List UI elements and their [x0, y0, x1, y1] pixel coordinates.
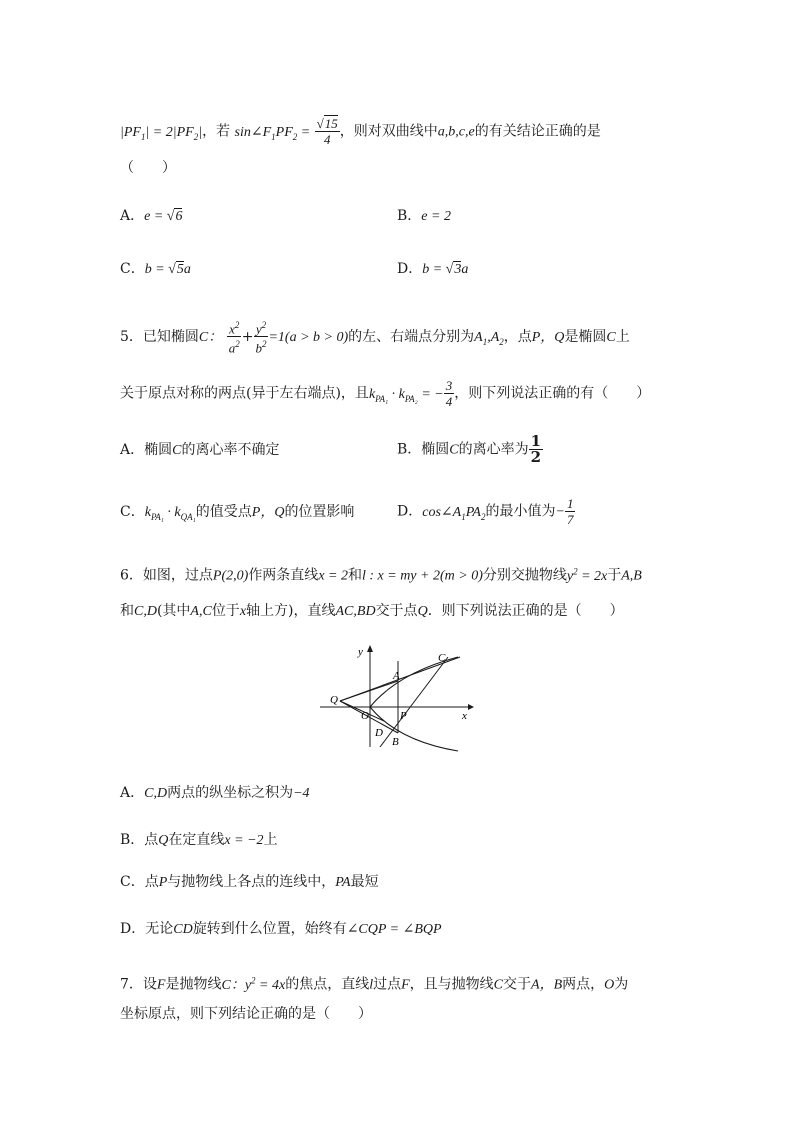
- q4-option-b: B．e = 2: [397, 208, 451, 224]
- parabola-figure: [318, 643, 478, 755]
- q5-stem-line1: 5．已知椭圆C： $\frac{x^2}{a^2}$ + $\frac{y^2}{b^2}$ =1(a > b > 0)的左、右端点分别为$A_1,A_2$，点P，Q是椭圆C上: [120, 320, 630, 356]
- label-o: O: [361, 710, 369, 722]
- label-x: x: [462, 710, 467, 722]
- line-qa: [340, 681, 398, 701]
- label-c: C: [438, 652, 446, 664]
- label-y: y: [358, 646, 363, 658]
- q4-sin-value: $\frac{√15}{4}$: [316, 116, 338, 147]
- q6-option-a: A．C,D两点的纵坐标之积为−4: [120, 785, 310, 801]
- q4-stem-text: ，则对双曲线中: [339, 123, 438, 140]
- q4-vars: a,b,c,e: [437, 124, 475, 140]
- line-l: [380, 657, 448, 747]
- parabola-curve: [370, 657, 458, 751]
- q6-stem-line1: 6．如图，过点P(2,0)作两条直线x = 2和l : x = my + 2(m > 0)分别交抛物线$y^2 = 2x$于A,B: [120, 566, 642, 584]
- q4-option-d: D．b = √3a: [397, 261, 469, 277]
- y-axis-arrow: [367, 645, 373, 652]
- q6-option-c: C．点P与抛物线上各点的连线中，PA最短: [120, 874, 379, 890]
- q4-option-c: C．b = √5a: [120, 261, 191, 277]
- q4-option-a: A．e = √6: [120, 208, 183, 224]
- q7-stem-line1: 7．设F是抛物线C：$y^2 = 4x$的焦点，直线l过点F，且与抛物线C交于A，B两点，O为: [120, 975, 629, 993]
- label-d: D: [375, 727, 383, 739]
- q5-option-a: A．椭圆C的离心率不确定: [120, 442, 280, 458]
- q5-stem-line2: 关于原点对称的两点(异于左右端点)，且$k_{PA_1} \cdot k_{PA_2}$ = − $\frac{3}{4}$ ，则下列说法正确的有（ ）: [120, 378, 651, 409]
- label-q: Q: [330, 694, 338, 706]
- q4-stem-tail: ，若: [202, 123, 231, 140]
- q4-sin-expr: $\sin\angle F_1PF_2$ =: [234, 124, 311, 142]
- q4-paren: （ ）: [120, 160, 176, 176]
- q4-stem-line1: [120, 116, 601, 147]
- q5-option-b: B．椭圆C的离心率为 $\frac{1}{2}$: [397, 432, 542, 466]
- line-qb: [340, 701, 398, 733]
- x-axis-arrow: [468, 704, 474, 710]
- q6-option-b: B．点Q在定直线x = −2上: [120, 832, 278, 848]
- q5-option-c: C．$k_{PA_1} \cdot k_{QA_1}$的值受点P，Q的位置影响: [120, 504, 355, 522]
- q4-stem-end: 的有关结论正确的是: [474, 123, 601, 140]
- q6-stem-line2: 和C,D(其中A,C位于x轴上方)，直线AC,BD交于点Q．则下列说法正确的是（ ）: [120, 603, 624, 619]
- q5-option-d: D．$\cos\angle A_1PA_2$的最小值为− $\frac{1}{7}$: [397, 496, 574, 527]
- q4-condition-abs: $|PF_1| = 2|PF_2|$: [120, 124, 203, 142]
- q6-option-d: D．无论CD旋转到什么位置，始终有∠CQP = ∠BQP: [120, 921, 442, 937]
- label-a: A: [393, 670, 400, 682]
- q7-stem-line2: 坐标原点，则下列结论正确的是（ ）: [120, 1006, 372, 1022]
- label-b: B: [392, 736, 399, 748]
- label-p: P: [400, 710, 407, 722]
